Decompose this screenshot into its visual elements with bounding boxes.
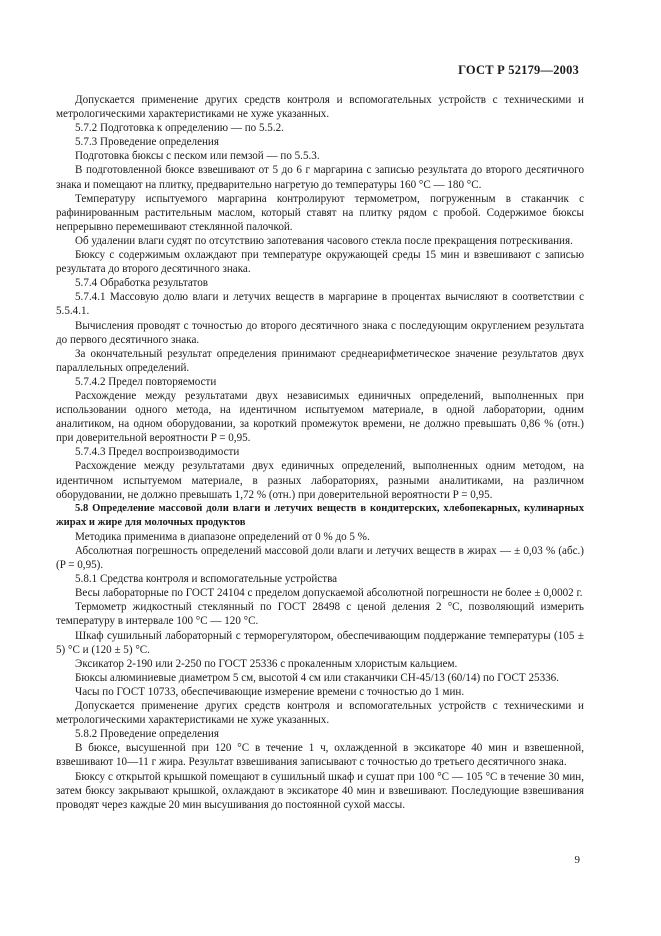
paragraph: 5.8.1 Средства контроля и вспомогательные устройства [75,573,338,586]
paragraph: Методика применима в диапазоне определений от 0 % до 5 %. [75,530,370,543]
paragraph: Часы по ГОСТ 10733, обеспечивающие измерение времени с точностью до 1 мин. [75,685,465,698]
paragraph: Допускается применение других средств контроля и вспомогательных устройств с техническими и метрологическими характеристиками не хуже указанных. [56,700,584,727]
paragraph: 5.8.2 Проведение определения [75,728,219,741]
paragraph: Бюксы алюминиевые диаметром 5 см, высотой 4 см или стаканчики СН-45/13 (60/14) по ГОСТ 25336. [75,671,559,684]
paragraph: Допускается применение других средств контроля и вспомогательных устройств с техническими и метрологическими характеристиками не хуже указанных. [56,94,584,121]
paragraph: 5.7.4.1 Массовую долю влаги и летучих веществ в маргарине в процентах вычисляют в соответствии с 5.5.4.1. [56,291,584,318]
document-body [56,93,584,812]
paragraph: Абсолютная погрешность определений массовой доли влаги и летучих веществ в жирах — ± 0,03 % (абс.) (P = 0,95). [56,545,584,572]
paragraph: В подготовленной бюксе взвешивают от 5 до 6 г маргарина с записью результата до второго десятичного знака и помещают на плитку, предварительно нагретую до температуры 160 °С — 180 °С. [56,164,584,191]
paragraph: 5.7.4.3 Предел воспроизводимости [75,446,240,459]
paragraph: Термометр жидкостный стеклянный по ГОСТ 28498 с ценой деления 2 °С, позволяющий измерить температуру в интервале 100 °С — 120 °С. [56,601,584,628]
paragraph: 5.7.2 Подготовка к определению — по 5.5.2. [75,122,284,135]
paragraph: Об удалении влаги судят по отсутствию запотевания часового стекла после прекращения потрескивания. [75,234,573,247]
paragraph: Бюксу с содержимым охлаждают при температуре окружающей среды 15 мин и взвешивают с записью результата до второго десятичного знака. [56,249,584,276]
page-number: 9 [574,854,580,866]
paragraph: Весы лабораторные по ГОСТ 24104 с пределом допускаемой абсолютной погрешности не более ± 0,0002 г. [75,587,583,600]
section-heading: 5.8 Определение массовой доли влаги и летучих веществ в кондитерских, хлебопекарных, кулинарных жирах и жире для молочных продуктов [56,502,584,528]
paragraph: Подготовка бюксы с песком или пемзой — по 5.5.3. [75,150,320,163]
paragraph: В бюксе, высушенной при 120 °С в течение 1 ч, охлажденной в эксикаторе 40 мин и взвешенной, взвешивают 10—11 г жира. Результат взвешивания записывают с точностью до третьего десятичного знака. [56,742,584,769]
paragraph: Вычисления проводят с точностью до второго десятичного знака с последующим округлением результата до первого десятичного знака. [56,319,584,346]
paragraph: 5.7.3 Проведение определения [75,136,219,149]
paragraph: Эксикатор 2-190 или 2-250 по ГОСТ 25336 с прокаленным хлористым кальцием. [75,657,458,670]
paragraph: Расхождение между результатами двух единичных определений, выполненных одним методом, на идентичном испытуемом материале, в разных лабораториях, разными аналитиками, на различном оборудовании, не должно превышать 1,72 % (отн.) при доверительной вероятности P = 0,95. [56,460,584,501]
paragraph: 5.7.4 Обработка результатов [75,277,208,290]
paragraph: Расхождение между результатами двух независимых единичных определений, выполненных при использовании одного метода, на идентичном испытуемом материале, в одной лаборатории, одним аналитиком, на одном оборудовании, за короткий промежуток времени, не должно превышать 0,86 % (отн.) при доверительной вероятности P = 0,95. [56,389,584,445]
document-code: ГОСТ Р 52179—2003 [458,63,579,77]
paragraph: Шкаф сушильный лабораторный с терморегулятором, обеспечивающим поддержание температуры (105 ± 5) °С и (120 ± 5) °С. [56,629,584,656]
paragraph: Температуру испытуемого маргарина контролируют термометром, погруженным в стаканчик с рафинированным растительным маслом, который ставят на плитку рядом с пробой. Содержимое бюксы непрерывно перемешивают стеклянной палочкой. [56,192,584,233]
paragraph: Бюксу с открытой крышкой помещают в сушильный шкаф и сушат при 100 °С — 105 °С в течение 30 мин, затем бюксу закрывают крышкой, охлаждают в эксикаторе 40 мин и взвешивают. Последующие взвешивания проводят через каждые 20 мин высушивания до постоянной сухой массы. [56,770,584,811]
paragraph: За окончательный результат определения принимают среднеарифметическое значение результатов двух параллельных определений. [56,347,584,374]
paragraph: 5.7.4.2 Предел повторяемости [75,375,217,388]
